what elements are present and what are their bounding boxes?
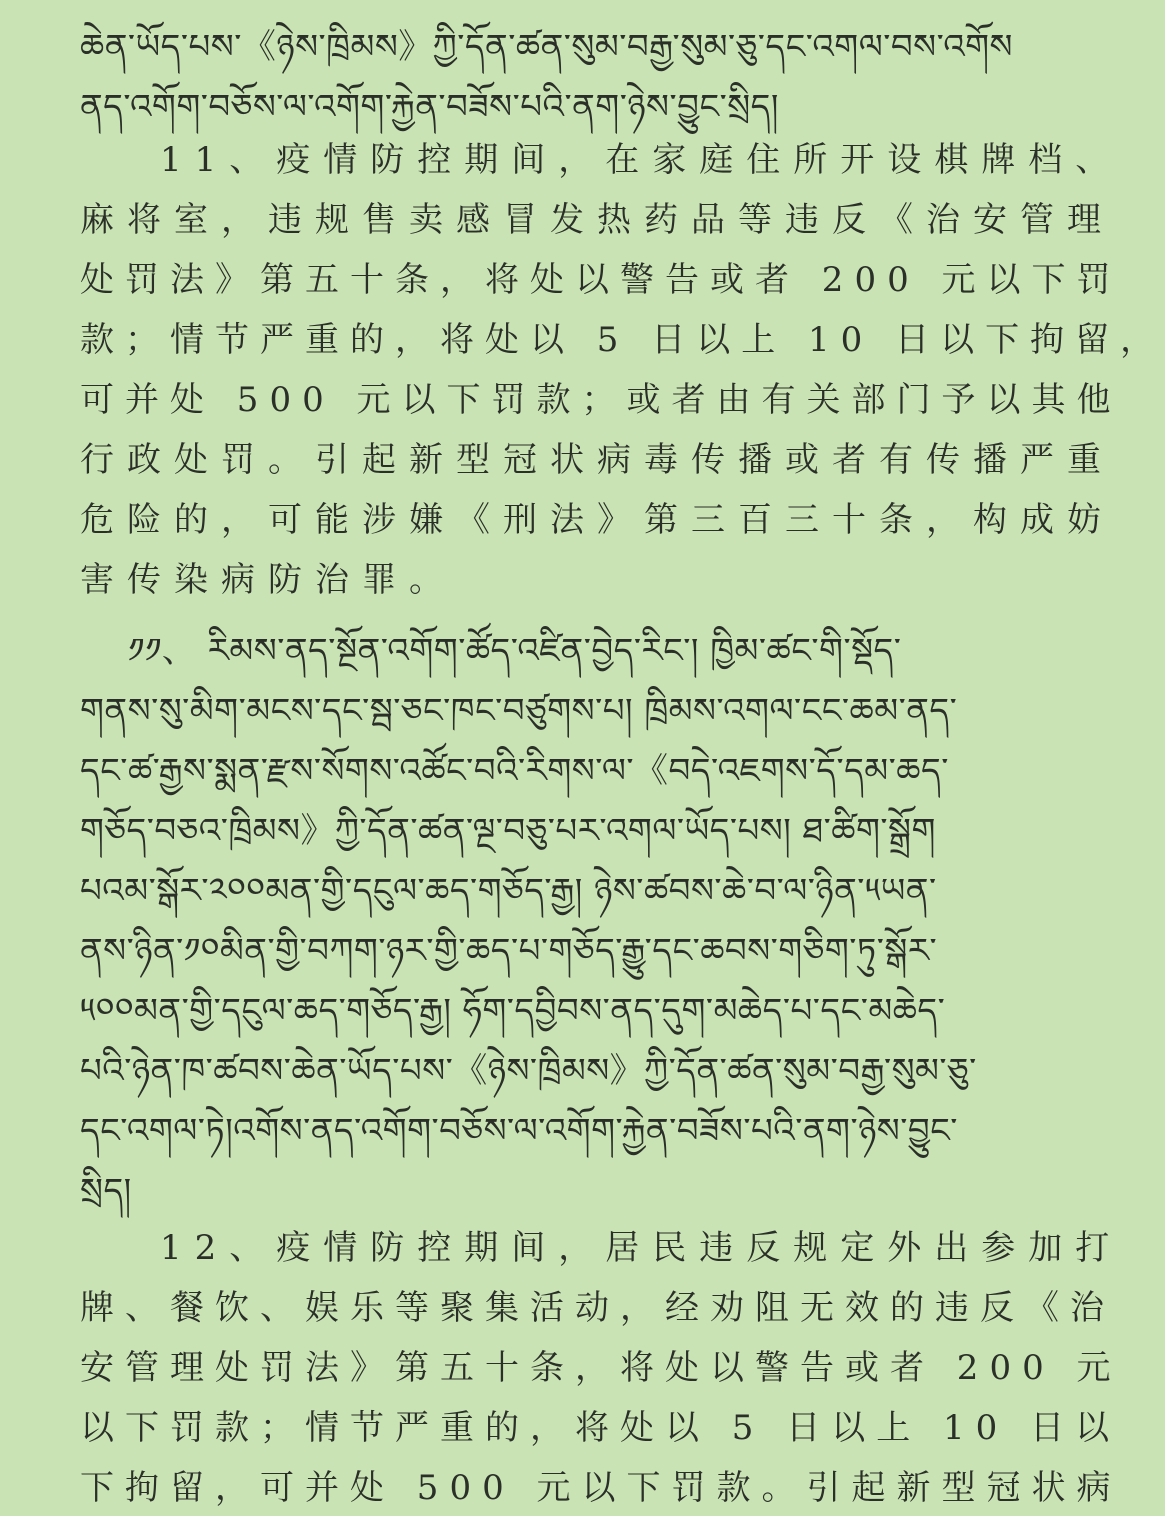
tibetan-paragraph-11-line: པའི་ཉེན་ཁ་ཚབས་ཆེན་ཡོད་པས་《ཉེས་ཁྲིམས》ཀྱི་དོན་ཚན་སུམ་བརྒྱ་སུམ་ཅུ་ (80, 1051, 977, 1091)
tibetan-paragraph-11-line: གནས་སུ་མིག་མངས་དང་སྦ་ཅང་ཁང་བཙུགས་པ། ཁྲིམས་འགལ་ངང་ཆམ་ནད་ (80, 691, 958, 731)
tibetan-paragraph-11-line: པའམ་སྒོར་༢༠༠མན་གྱི་དངུལ་ཆད་གཅོད་རྒྱ། ཉེས་ཚབས་ཆེ་བ་ལ་ཉིན་༥ཡན་ (80, 871, 937, 911)
tibetan-text-line: ནད་འགོག་བཅོས་ལ་འགོག་རྐྱེན་བཟོས་པའི་ནག་ཉེས་བྱུང་སྲིད། (80, 87, 779, 127)
tibetan-paragraph-11-line: ནས་ཉིན་༡༠མིན་གྱི་བཀག་ཉར་གྱི་ཆད་པ་གཅོད་རྒྱུ་དང་ཆབས་གཅིག་ཏུ་སྒོར་ (80, 931, 938, 971)
paragraph-12-line: 12、疫情防控期间，居民违反规定外出参加打 (160, 1228, 1123, 1268)
paragraph-12-line: 下拘留，可并处 500 元以下罚款。引起新型冠状病 (80, 1468, 1122, 1508)
tibetan-paragraph-11-line: ༥༠༠མན་གྱི་དངུལ་ཆད་གཅོད་རྒྱ། ཧོག་དབྱིབས་ནད་དུག་མཆེད་པ་དང་མཆེད་ (80, 991, 946, 1031)
paragraph-11-line: 处罚法》第五十条，将处以警告或者 200 元以下罚 (80, 260, 1122, 300)
paragraph-12-line: 安管理处罚法》第五十条，将处以警告或者 200 元 (80, 1348, 1122, 1388)
tibetan-paragraph-11-line: དང་འགལ་ཏེ།འགོས་ནད་འགོག་བཅོས་ལ་འགོག་རྐྱེན་བཟོས་པའི་ནག་ཉེས་བྱུང་ (80, 1111, 958, 1151)
paragraph-11-line: 麻将室，违规售卖感冒发热药品等违反《治安管理 (80, 200, 1114, 240)
tibetan-paragraph-11-line: དང་ཚ་རྒྱས་སྨན་རྫས་སོགས་འཚོང་བའི་རིགས་ལ་《བདེ་འཇགས་དོ་དམ་ཆད་ (80, 751, 949, 791)
tibetan-paragraph-11-line: སྲིད། (80, 1171, 132, 1211)
paragraph-11-line: 害传染病防治罪。 (80, 560, 456, 600)
tibetan-paragraph-11-line: གཅོད་བཅའ་ཁྲིམས》ཀྱི་དོན་ཚན་ལྔ་བཅུ་པར་འགལ་ཡོད་པས། ཐ་ཚིག་སྒྲོག (80, 811, 936, 851)
paragraph-11-line: 可并处 500 元以下罚款；或者由有关部门予以其他 (80, 380, 1122, 420)
paragraph-12-line: 以下罚款；情节严重的，将处以 5 日以上 10 日以 (80, 1408, 1121, 1448)
paragraph-11-line: 行政处罚。引起新型冠状病毒传播或者有传播严重 (80, 440, 1114, 480)
paragraph-11-line: 款；情节严重的，将处以 5 日以上 10 日以下拘留， (80, 320, 1165, 360)
tibetan-paragraph-11-line: ༡༡、 རིམས་ནད་སྔོན་འགོག་ཚོད་འཛིན་བྱེད་རིང་། ཁྱིམ་ཚང་གི་སྡོད་ (128, 631, 902, 671)
paragraph-11-line: 11、疫情防控期间，在家庭住所开设棋牌档、 (160, 140, 1123, 180)
tibetan-text-line: ཆེན་ཡོད་པས་《ཉེས་ཁྲིམས》ཀྱི་དོན་ཚན་སུམ་བརྒྱ་སུམ་ཅུ་དང་འགལ་བས་འགོས (80, 27, 1014, 67)
paragraph-12-line: 牌、餐饮、娱乐等聚集活动，经劝阻无效的违反《治 (80, 1288, 1115, 1328)
paragraph-11-line: 危险的，可能涉嫌《刑法》第三百三十条，构成妨 (80, 500, 1114, 540)
